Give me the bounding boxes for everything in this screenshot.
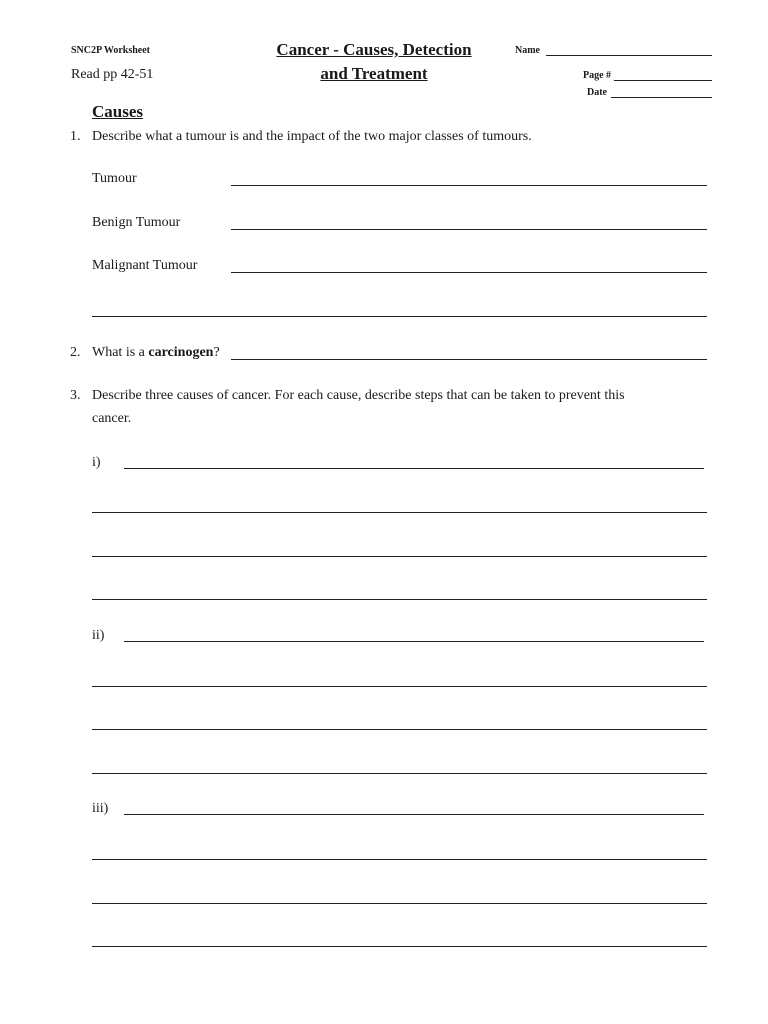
answer-line-benign-tumour[interactable] <box>231 229 707 230</box>
answer-line-q1-extra[interactable] <box>92 316 707 317</box>
name-field[interactable] <box>546 55 712 56</box>
answer-line-q2[interactable] <box>231 359 707 360</box>
answer-line-part-i-4[interactable] <box>92 599 707 600</box>
question-3-text-line2: cancer. <box>92 411 132 426</box>
answer-line-part-ii-3[interactable] <box>92 729 707 730</box>
answer-line-part-iii-3[interactable] <box>92 903 707 904</box>
course-code: SNC2P Worksheet <box>71 45 150 56</box>
page-title-line2: and Treatment <box>320 64 428 83</box>
term-benign-tumour: Benign Tumour <box>92 215 181 230</box>
reading-assignment: Read pp 42-51 <box>71 67 154 82</box>
answer-line-part-i-1[interactable] <box>124 468 704 469</box>
question-3-number: 3. <box>70 388 81 403</box>
answer-line-part-ii-4[interactable] <box>92 773 707 774</box>
answer-line-part-iii-2[interactable] <box>92 859 707 860</box>
answer-line-part-iii-1[interactable] <box>124 814 704 815</box>
answer-line-malignant-tumour[interactable] <box>231 272 707 273</box>
date-field[interactable] <box>611 97 712 98</box>
answer-line-part-iii-4[interactable] <box>92 946 707 947</box>
page-number-field[interactable] <box>614 80 712 81</box>
part-iii-label: iii) <box>92 801 109 816</box>
name-label: Name <box>515 45 540 56</box>
question-3-text-line1: Describe three causes of cancer. For each cause, describe steps that can be taken to prevent this <box>92 388 625 403</box>
answer-line-part-ii-2[interactable] <box>92 686 707 687</box>
question-2-text: What is a carcinogen? <box>92 345 220 360</box>
question-1-number: 1. <box>70 129 81 144</box>
term-tumour: Tumour <box>92 171 137 186</box>
carcinogen-term: carcinogen <box>148 345 214 360</box>
part-i-label: i) <box>92 455 101 470</box>
page-number-label: Page # <box>583 70 612 81</box>
part-ii-label: ii) <box>92 628 105 643</box>
question-2-number: 2. <box>70 345 81 360</box>
answer-line-part-ii-1[interactable] <box>124 641 704 642</box>
answer-line-part-i-3[interactable] <box>92 556 707 557</box>
term-malignant-tumour: Malignant Tumour <box>92 258 198 273</box>
page-title-line1: Cancer - Causes, Detection <box>276 40 472 59</box>
answer-line-tumour[interactable] <box>231 185 707 186</box>
question-1-text: Describe what a tumour is and the impact of the two major classes of tumours. <box>92 129 532 144</box>
answer-line-part-i-2[interactable] <box>92 512 707 513</box>
date-label: Date <box>587 87 607 98</box>
section-heading-causes: Causes <box>92 102 144 121</box>
